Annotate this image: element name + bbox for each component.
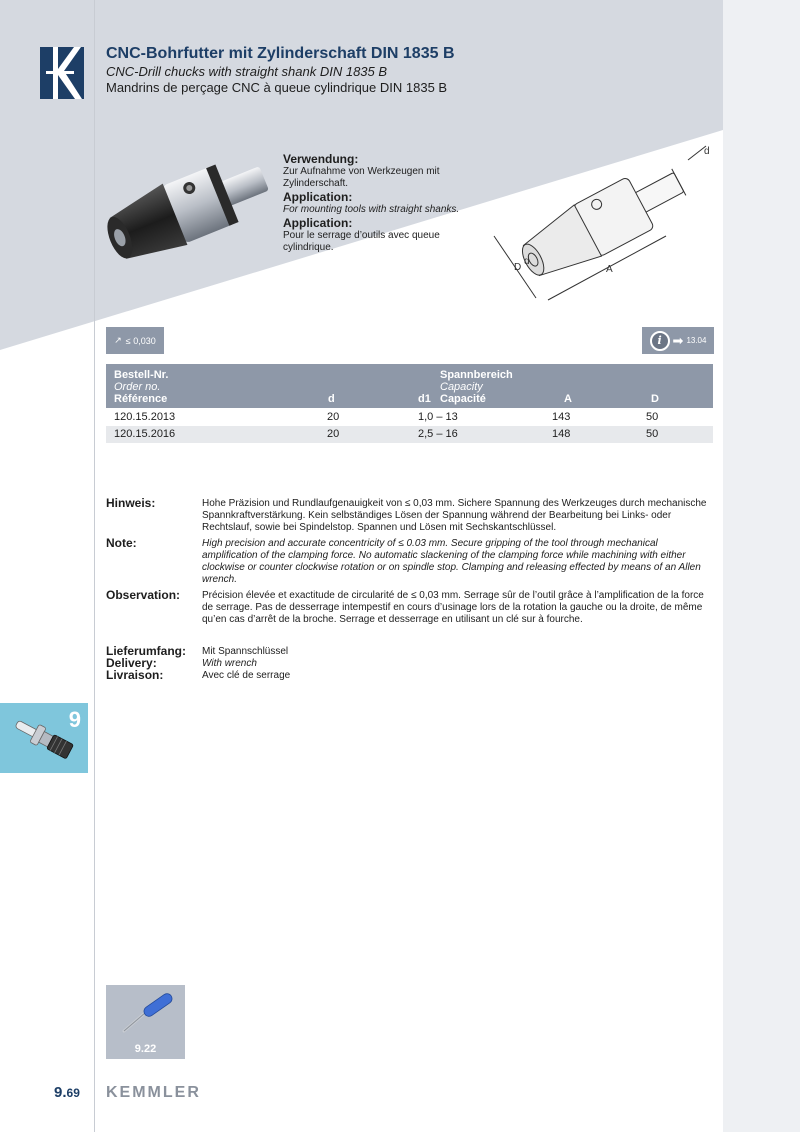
page-number — [54, 1084, 80, 1101]
info-icon: i — [650, 331, 670, 351]
accessory-page-ref: 9.22 — [134, 1043, 157, 1055]
chapter-tab[interactable] — [0, 703, 88, 773]
delivery-label-de: Lieferumfang: — [106, 644, 187, 658]
drawing-label-A: A — [606, 264, 613, 275]
header-order-de: Bestell-Nr. — [114, 369, 169, 381]
cell-range: 1,0 – 13 — [418, 411, 458, 423]
header-A: A — [564, 393, 572, 405]
cell-d: 20 — [327, 411, 340, 423]
technical-drawing — [488, 140, 720, 308]
title-block — [106, 44, 455, 96]
cell-D: 50 — [646, 428, 659, 440]
header-range-en: Capacity — [440, 381, 483, 393]
delivery-label-en: Delivery: — [106, 656, 157, 670]
info-reference-value: 13.04 — [686, 336, 707, 345]
drawing-label-d: d — [704, 146, 710, 157]
page-subtitle-fr: Mandrins de perçage CNC à queue cylindrique DIN 1835 B — [106, 80, 448, 95]
application-text-en: For mounting tools with straight shanks. — [283, 204, 460, 215]
table-row — [106, 426, 713, 443]
page-subtitle-en: CNC-Drill chucks with straight shank DIN 1835 B — [106, 64, 388, 79]
note-text-de: Hohe Präzision und Rundlaufgenauigkeit von ≤ 0,03 mm. Sichere Spannung des Werkzeuges durch mechanische Spannkraftverstärkung. Kein selbständiges Lösen der Spannung während der Bearbeitung bei Links- oder Rechtslauf, sowie bei Spindelstop. Spannen und Lösen mit Sechskantschlüssel. — [202, 498, 707, 533]
application-label-de: Verwendung: — [283, 152, 359, 166]
page-number-prefix: 9. — [54, 1084, 67, 1101]
info-reference-badge — [642, 327, 714, 354]
brand-name: KEMMLER — [106, 1084, 201, 1101]
page-number-suffix: 69 — [66, 1086, 80, 1100]
delivery-label-fr: Livraison: — [106, 668, 164, 682]
runout-arrow-icon: ↗ — [114, 335, 122, 345]
header-d1: d1 — [418, 393, 431, 405]
arrow-right-icon: ➡ — [672, 332, 684, 348]
drawing-label-d1: d — [524, 256, 530, 267]
application-label-fr: Application: — [283, 216, 353, 230]
header-D: D — [651, 393, 659, 405]
application-block — [283, 152, 483, 254]
delivery-text-fr: Avec clé de serrage — [202, 670, 291, 681]
runout-badge — [106, 327, 164, 354]
header-d: d — [328, 393, 335, 405]
page-title: CNC-Bohrfutter mit Zylinderschaft DIN 1835 B — [106, 45, 455, 62]
runout-value: ≤ 0,030 — [125, 335, 156, 346]
cell-range: 2,5 – 16 — [418, 428, 458, 440]
cell-d: 20 — [327, 428, 340, 440]
note-label-en: Note: — [106, 536, 137, 550]
note-text-en: High precision and accurate concentricity of ≤ 0.03 mm. Secure gripping of the tool through mechanical amplification of the clamping force. No automatic slackening of the clamping force while machining with either clockwise or counter clockwise rotation or on spindle stop. Clamping and releasing effected by means of an Allen wrench. — [202, 538, 701, 585]
delivery-text-en: With wrench — [202, 658, 257, 669]
application-label-en: Application: — [283, 190, 353, 204]
right-margin-band — [723, 0, 800, 1132]
cell-A: 148 — [552, 428, 571, 440]
drawing-label-D: D — [514, 262, 522, 273]
drill-chuck-photo — [104, 150, 274, 278]
table-header — [106, 364, 713, 408]
cell-A: 143 — [552, 411, 571, 423]
header-range-de: Spannbereich — [440, 369, 513, 381]
header-order-fr: Référence — [114, 393, 168, 405]
header-order-en: Order no. — [114, 381, 161, 393]
table-row — [106, 409, 713, 426]
cell-D: 50 — [646, 411, 659, 423]
cell-ref: 120.15.2013 — [114, 411, 176, 423]
note-label-de: Hinweis: — [106, 496, 156, 510]
accessory-reference[interactable] — [106, 985, 185, 1059]
delivery-text-de: Mit Spannschlüssel — [202, 646, 289, 657]
application-text-de: Zur Aufnahme von Werkzeugen mit Zylinderschaft. — [283, 166, 440, 189]
allen-wrench-icon — [116, 991, 176, 1037]
note-text-fr: Précision élevée et exactitude de circularité de ≤ 0,03 mm. Serrage sûr de l’outil grâce à l’amplification de la force de serrage. Pas de desserrage intempestif en cours d’usinage lors de la rotation la gauche ou la droite, de même qu’en cas d’arrêt de la broche. Serrage et desserrage en utilisant un clé sur à fourche. — [202, 590, 704, 625]
chapter-number: 9 — [68, 707, 81, 732]
application-text-fr: Pour le serrage d’outils avec queue cylindrique. — [283, 230, 440, 253]
kemmler-logo-icon — [40, 47, 84, 99]
cell-ref: 120.15.2016 — [114, 428, 176, 440]
left-margin-rule — [94, 0, 95, 1132]
header-range-fr: Capacité — [440, 393, 486, 405]
note-label-fr: Observation: — [106, 588, 181, 602]
